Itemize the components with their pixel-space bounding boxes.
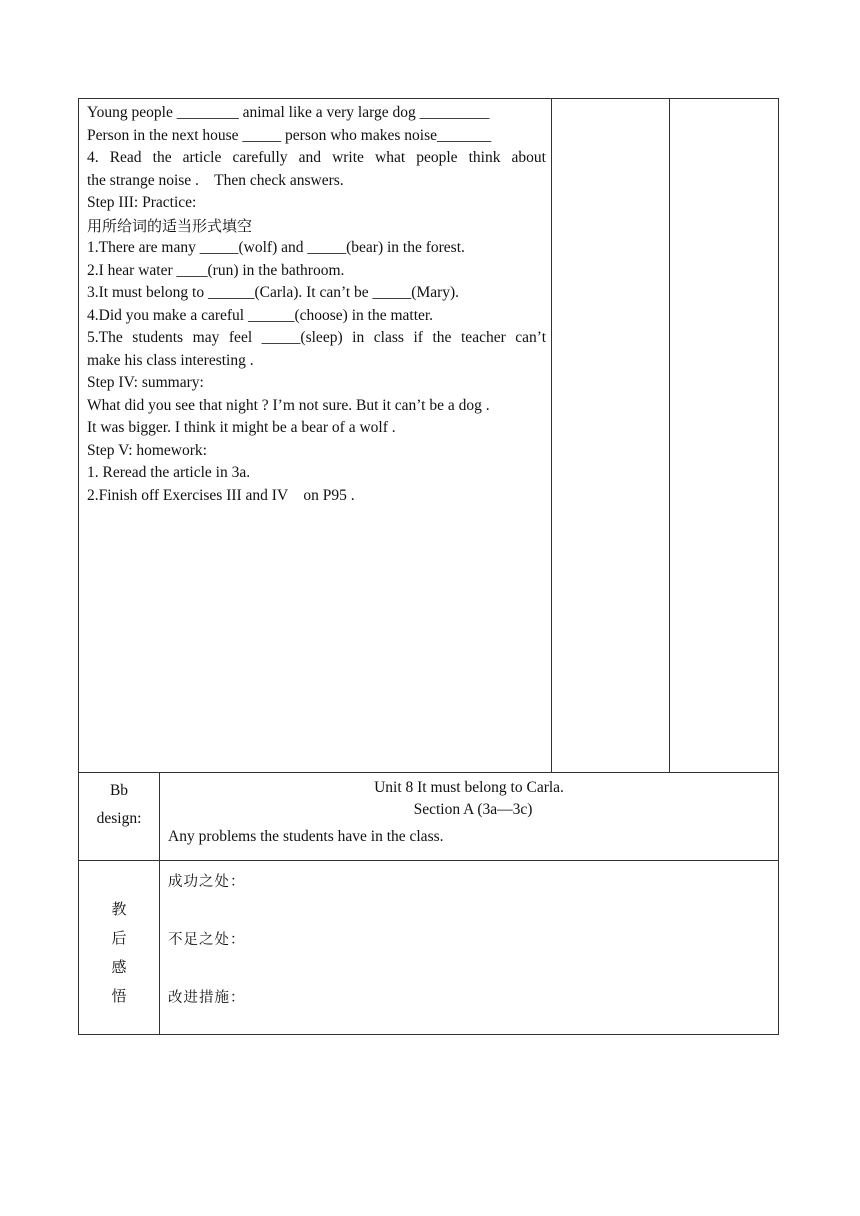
bb-design-content [160, 773, 778, 860]
reflection-label [79, 861, 160, 1034]
exercise-item: 2.I hear water ____(run) in the bathroom. [87, 261, 345, 279]
summary-line: It was bigger. I think it might be a bear of a wolf . [87, 419, 396, 436]
text-line: the strange noise . Then check answers. [87, 171, 344, 189]
unit-title: Unit 8 It must belong to Carla. [374, 779, 564, 796]
step-heading: Step IV: summary: [87, 374, 204, 391]
lesson-procedure-table [78, 98, 779, 773]
exercise-item: 1.There are many _____(wolf) and _____(bear) in the forest. [87, 239, 465, 256]
instruction-chinese: 用所给词的适当形式填空 [87, 216, 253, 235]
label-char: 教 [111, 900, 127, 918]
reflection-row [78, 860, 779, 1035]
label-line: design: [96, 810, 142, 827]
reflection-content [160, 861, 778, 1034]
homework-item: 2.Finish off Exercises III and IV on P95 . [87, 486, 355, 504]
bb-design-label [79, 773, 160, 860]
shortcoming-label: 不足之处： [168, 932, 246, 948]
exercise-item: 5.The students may feel _____(sleep) in class if the teacher can’t [87, 329, 546, 346]
exercise-item: 4.Did you make a careful ______(choose) in the matter. [87, 306, 434, 324]
bb-note: Any problems the students have in the class. [168, 828, 444, 845]
summary-line: What did you see that night ? I’m not sure. But it can’t be a dog . [87, 396, 490, 414]
homework-item: 1. Reread the article in 3a. [87, 464, 251, 481]
procedure-cell [79, 99, 552, 772]
bb-design-row [78, 772, 779, 861]
section-title: Section A (3a—3c) [413, 801, 533, 818]
success-label: 成功之处： [168, 874, 246, 890]
label-char: 后 [111, 929, 127, 947]
exercise-item-cont: make his class interesting . [87, 351, 254, 369]
label-char: 感 [111, 958, 127, 976]
exercise-item: 3.It must belong to ______(Carla). It can’t be _____(Mary). [87, 284, 460, 301]
empty-cell [552, 99, 670, 772]
label-line: Bb [109, 782, 129, 799]
text-line: Person in the next house _____ person who makes noise_______ [87, 126, 492, 144]
text-line: 4. Read the article carefully and write what people think about [87, 149, 546, 166]
procedure-content [87, 102, 546, 507]
empty-cell [670, 99, 778, 772]
step-heading: Step III: Practice: [87, 194, 197, 211]
label-char: 悟 [111, 987, 127, 1005]
text-line: Young people ________ animal like a very large dog _________ [87, 104, 490, 121]
improvement-label: 改进措施： [168, 990, 246, 1006]
step-heading: Step V: homework: [87, 441, 207, 459]
